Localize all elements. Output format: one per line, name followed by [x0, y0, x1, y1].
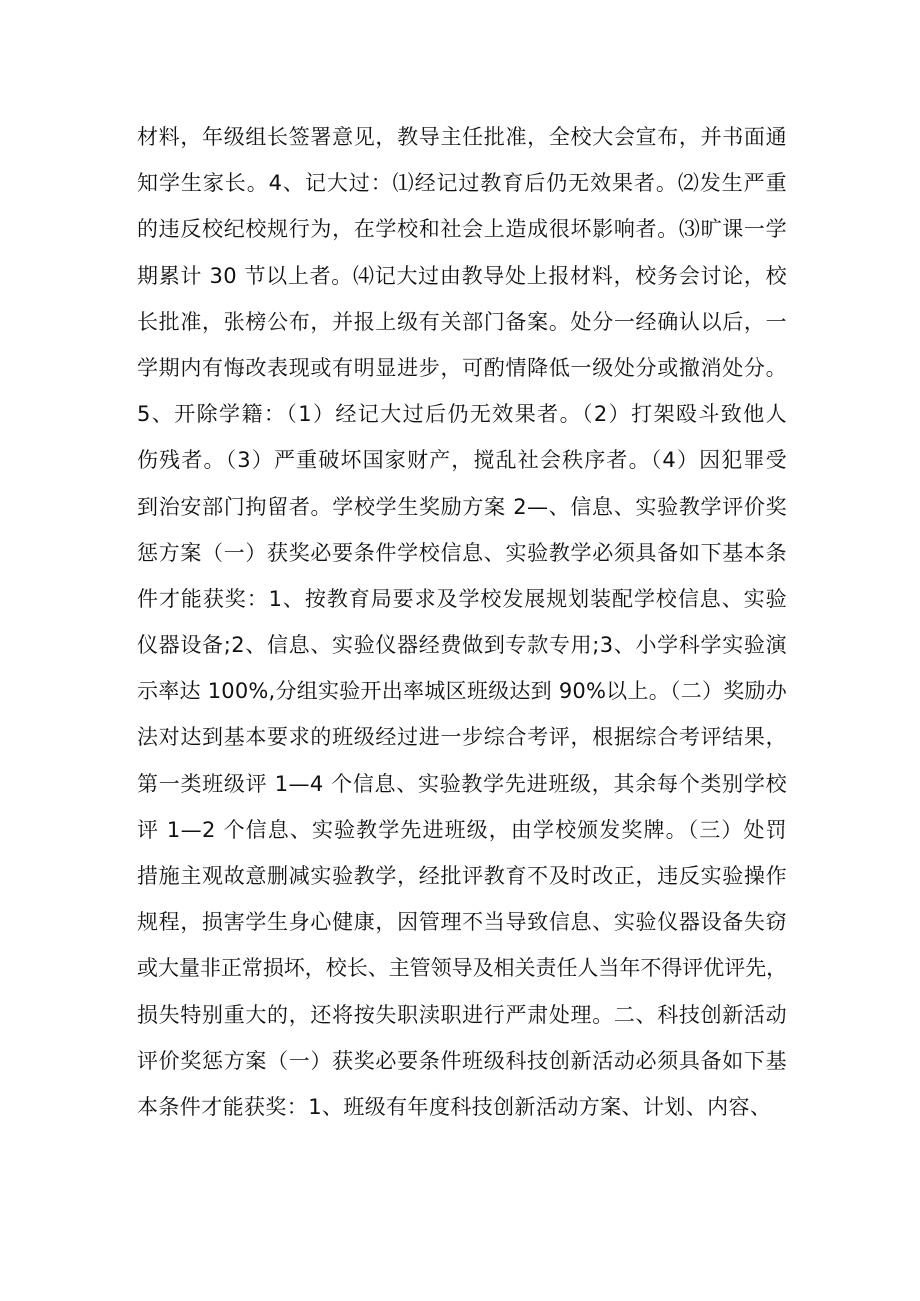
- text-line: 损失特别重大的，还将按失职渎职进行严肃处理。二、科技创新活动: [137, 1002, 787, 1027]
- text-line: 到治安部门拘留者。学校学生奖励方案 2—、信息、实验教学评价奖: [137, 494, 787, 519]
- text-line: 学期内有悔改表现或有明显进步，可酌情降低一级处分或撤消处分。: [137, 355, 787, 380]
- text-line: 第一类班级评 1—4 个信息、实验教学先进班级，其余每个类别学校: [137, 771, 787, 796]
- text-line: 材料，年级组长签署意见，教导主任批准，全校大会宣布，并书面通: [137, 125, 787, 149]
- text-line: 5、开除学籍：（1）经记大过后仍无效果者。（2）打架殴斗致他人: [137, 402, 787, 427]
- body-paragraph: [137, 114, 787, 1130]
- text-line: 期累计 30 节以上者。⑷记大过由教导处上报材料，校务会讨论，校: [137, 263, 787, 288]
- text-line: 评价奖惩方案（一）获奖必要条件班级科技创新活动必须具备如下基: [137, 1048, 787, 1073]
- text-line: 的违反校纪校规行为，在学校和社会上造成很坏影响者。⑶旷课一学: [137, 217, 787, 242]
- text-line: 件才能获奖：1、按教育局要求及学校发展规划装配学校信息、实验: [137, 586, 787, 611]
- text-line: 伤残者。（3）严重破坏国家财产，搅乱社会秩序者。（4）因犯罪受: [137, 448, 787, 473]
- text-line: 本条件才能获奖：1、班级有年度科技创新活动方案、计划、内容、: [137, 1094, 772, 1119]
- text-line: 示率达 100%,分组实验开出率城区班级达到 90%以上。（二）奖励办: [137, 679, 787, 704]
- text-line: 或大量非正常损坏，校长、主管领导及相关责任人当年不得评优评先，: [137, 956, 787, 981]
- text-line: 知学生家长。4、记大过：⑴经记过教育后仍无效果者。⑵发生严重: [137, 171, 787, 196]
- text-line: 评 1—2 个信息、实验教学先进班级，由学校颁发奖牌。（三）处罚: [137, 817, 787, 842]
- text-line: 法对达到基本要求的班级经过进一步综合考评，根据综合考评结果，: [137, 725, 787, 750]
- text-line: 惩方案（一）获奖必要条件学校信息、实验教学必须具备如下基本条: [137, 540, 787, 565]
- text-line: 长批准，张榜公布，并报上级有关部门备案。处分一经确认以后，一: [137, 309, 787, 334]
- text-line: 规程，损害学生身心健康，因管理不当导致信息、实验仪器设备失窃: [137, 910, 787, 935]
- text-line: 仪器设备;2、信息、实验仪器经费做到专款专用;3、小学科学实验演: [137, 633, 787, 658]
- text-line: 措施主观故意删减实验教学，经批评教育不及时改正，违反实验操作: [137, 864, 787, 888]
